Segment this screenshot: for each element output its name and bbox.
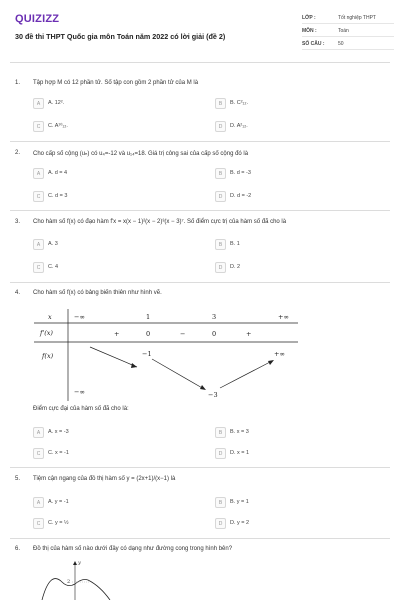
graph-svg (30, 560, 130, 600)
meta-value: Tốt nghiệp THPT (338, 14, 376, 21)
y-tick-label: 2 (67, 579, 71, 585)
option-text: A. y = -1 (48, 499, 69, 505)
x-value: +∞ (278, 313, 289, 321)
option-text: A. d = 4 (48, 170, 68, 176)
option-letter-box: C (33, 121, 44, 132)
increase-arrow-2 (220, 361, 272, 388)
option-letter-box: C (33, 262, 44, 273)
function-graph (30, 560, 130, 600)
question-divider (10, 282, 390, 283)
option-text: C. 4 (48, 264, 59, 270)
row-label-function: f(x) (42, 352, 54, 360)
question-number: 6. (15, 546, 21, 552)
question-text: Cho cấp số cộng (uₙ) có u₄=-12 và u₁₄=18. Giá trị công sai của cấp số cộng đó là (33, 151, 249, 157)
question-number: 4. (15, 290, 21, 296)
meta-key: LỚP : (302, 14, 316, 21)
question-text: Cho hàm số f(x) có đạo hàm f'x = x(x − 1)²(x − 2)³(x − 3)⁷. Số điểm cực trị của hàm số đã cho là (33, 219, 287, 225)
meta-value: Toán (338, 27, 349, 34)
option-text: C. d = 3 (48, 193, 68, 199)
meta-key: MÔN : (302, 27, 317, 34)
question-subtext: Điểm cực đại của hàm số đã cho là: (33, 406, 129, 412)
option-text: D. x = 1 (230, 450, 250, 456)
option-c[interactable] (33, 262, 183, 273)
sign: 0 (212, 330, 217, 338)
option-b[interactable] (215, 239, 365, 250)
meta-row-grade (302, 12, 394, 24)
option-c[interactable] (33, 448, 183, 459)
option-letter-box: D (215, 121, 226, 132)
option-text: B. d = -3 (230, 170, 251, 176)
row-label-x: x (48, 313, 52, 321)
option-c[interactable] (33, 518, 183, 529)
option-b[interactable] (215, 427, 365, 438)
option-b[interactable] (215, 168, 365, 179)
option-a[interactable] (33, 427, 183, 438)
option-text: C. x = -1 (48, 450, 69, 456)
option-letter-box: B (215, 98, 226, 109)
option-letter-box: A (33, 239, 44, 250)
option-letter-box: A (33, 497, 44, 508)
option-text: B. 1 (230, 241, 240, 247)
option-letter-box: B (215, 497, 226, 508)
question-text: Tập hợp M có 12 phần tử. Số tập con gồm 2 phần tử của M là (33, 80, 199, 86)
question-text: Cho hàm số f(x) có bảng biến thiên như hình vẽ. (33, 290, 162, 296)
option-d[interactable] (215, 191, 365, 202)
option-text: B. y = 1 (230, 499, 249, 505)
meta-key: SỐ CÂU : (302, 40, 325, 47)
option-text: D. y = 2 (230, 520, 250, 526)
f-value: −3 (208, 391, 218, 399)
question-number: 1. (15, 80, 21, 86)
option-letter-box: A (33, 168, 44, 179)
question-text: Đồ thị của hàm số nào dưới đây có dạng như đường cong trong hình bên? (33, 546, 233, 552)
option-d[interactable] (215, 121, 365, 132)
variation-table (34, 309, 298, 401)
f-value: −∞ (74, 388, 85, 396)
sign: − (180, 330, 186, 338)
quizizz-logo: QUIZIZZ (15, 13, 60, 25)
option-text: C. A¹⁰₁₂. (48, 123, 68, 129)
option-text: A. 12². (48, 100, 65, 106)
page-header (0, 0, 400, 58)
decrease-arrow (152, 359, 204, 389)
graph-curve (42, 579, 110, 600)
option-letter-box: D (215, 262, 226, 273)
option-text: D. d = -2 (230, 193, 252, 199)
question-number: 3. (15, 219, 21, 225)
question-divider (10, 141, 390, 142)
x-value: −∞ (74, 313, 85, 321)
option-letter-box: D (215, 518, 226, 529)
option-letter-box: B (215, 168, 226, 179)
f-value: −1 (142, 350, 152, 358)
option-letter-box: C (33, 518, 44, 529)
row-label-derivative: f'(x) (40, 329, 53, 337)
option-letter-box: B (215, 239, 226, 250)
meta-row-subject (302, 25, 394, 37)
option-text: D. A²₁₂. (230, 123, 248, 129)
option-b[interactable] (215, 98, 365, 109)
question-text: Tiệm cận ngang của đồ thị hàm số y = (2x+1)/(x−1) là (33, 476, 176, 482)
option-text: A. 3 (48, 241, 58, 247)
option-a[interactable] (33, 239, 183, 250)
meta-row-count (302, 38, 394, 50)
option-letter-box: A (33, 427, 44, 438)
meta-table (302, 12, 394, 51)
x-value: 3 (212, 313, 217, 321)
option-letter-box: C (33, 191, 44, 202)
x-value: 1 (146, 313, 151, 321)
sign: + (114, 330, 120, 338)
option-d[interactable] (215, 262, 365, 273)
option-text: B. x = 3 (230, 429, 249, 435)
f-value: +∞ (274, 350, 285, 358)
sign: 0 (146, 330, 151, 338)
option-text: A. x = -3 (48, 429, 69, 435)
sign: + (246, 330, 252, 338)
option-d[interactable] (215, 448, 365, 459)
question-number: 5. (15, 476, 21, 482)
header-divider (10, 62, 390, 63)
option-a[interactable] (33, 168, 183, 179)
question-divider (10, 210, 390, 211)
option-c[interactable] (33, 121, 183, 132)
option-c[interactable] (33, 191, 183, 202)
option-d[interactable] (215, 518, 365, 529)
option-text: B. C²₁₂. (230, 100, 249, 106)
question-divider (10, 467, 390, 468)
option-b[interactable] (215, 497, 365, 508)
document-title: 30 đề thi THPT Quốc gia môn Toán năm 2022 có lời giải (đề 2) (15, 32, 226, 41)
question-divider (10, 538, 390, 539)
option-letter-box: C (33, 448, 44, 459)
increase-arrow-1 (90, 347, 137, 367)
option-text: D. 2 (230, 264, 241, 270)
option-letter-box: D (215, 448, 226, 459)
y-axis-label: y (78, 560, 81, 566)
question-number: 2. (15, 150, 21, 156)
option-letter-box: D (215, 191, 226, 202)
option-a[interactable] (33, 497, 183, 508)
meta-value: 50 (338, 40, 344, 47)
option-letter-box: A (33, 98, 44, 109)
option-text: C. y = ½ (48, 520, 69, 526)
option-letter-box: B (215, 427, 226, 438)
option-a[interactable] (33, 98, 183, 109)
